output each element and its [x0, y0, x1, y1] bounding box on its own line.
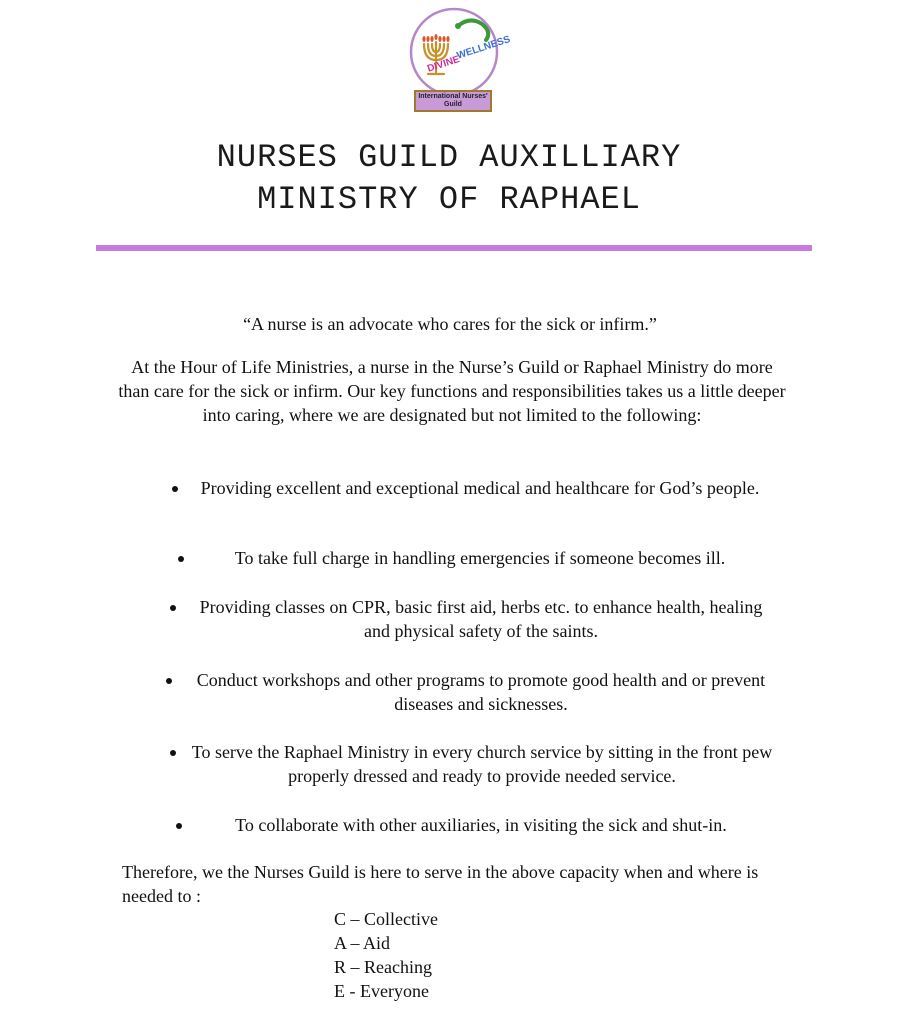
- bullet-item: Conduct workshops and other programs to promote good health and or prevent diseases and sicknesses.: [196, 670, 766, 714]
- logo-caption: International Nurses' Guild: [414, 90, 492, 112]
- bullet-item: Providing excellent and exceptional medical and healthcare for God’s people.: [200, 478, 760, 498]
- svg-text:DIVINE: DIVINE: [426, 54, 462, 75]
- bullet-dot: [170, 605, 176, 611]
- page-title-line-2: MINISTRY OF RAPHAEL: [257, 181, 641, 218]
- bullet-dot: [166, 678, 172, 684]
- menorah-logo-icon: [406, 6, 512, 96]
- bullet-item: Providing classes on CPR, basic first aid, herbs etc. to enhance health, healing and physical safety of the saints.: [199, 597, 763, 641]
- acronym-line: R – Reaching: [334, 957, 432, 977]
- acronym-line: C – Collective: [334, 909, 438, 929]
- acronym-line: E - Everyone: [334, 981, 429, 1001]
- bullet-dot: [172, 486, 178, 492]
- bullet-item: To serve the Raphael Ministry in every church service by sitting in the front pew properly dressed and ready to provide needed service.: [191, 742, 773, 786]
- divider-rule: [96, 245, 812, 251]
- page-title-line-1: NURSES GUILD AUXILLIARY: [216, 139, 682, 176]
- bullet-item: To collaborate with other auxiliaries, in visiting the sick and shut-in.: [235, 815, 727, 835]
- svg-text:WELLNESS: WELLNESS: [455, 34, 512, 62]
- bullet-dot: [170, 750, 176, 756]
- bullet-dot: [176, 823, 182, 829]
- intro-paragraph: At the Hour of Life Ministries, a nurse in the Nurse’s Guild or Raphael Ministry do more than care for the sick or infirm. Our key functions and responsibilities takes us a little deeper into caring, where we are designated but not limited to the following:: [118, 357, 786, 425]
- bullet-dot: [178, 556, 184, 562]
- quote: “A nurse is an advocate who cares for the sick or infirm.”: [243, 314, 657, 334]
- logo: [406, 6, 512, 114]
- bullet-item: To take full charge in handling emergencies if someone becomes ill.: [234, 548, 726, 568]
- acronym-line: A – Aid: [334, 933, 391, 953]
- closing-paragraph: Therefore, we the Nurses Guild is here to serve in the above capacity when and where is needed to :: [122, 862, 759, 906]
